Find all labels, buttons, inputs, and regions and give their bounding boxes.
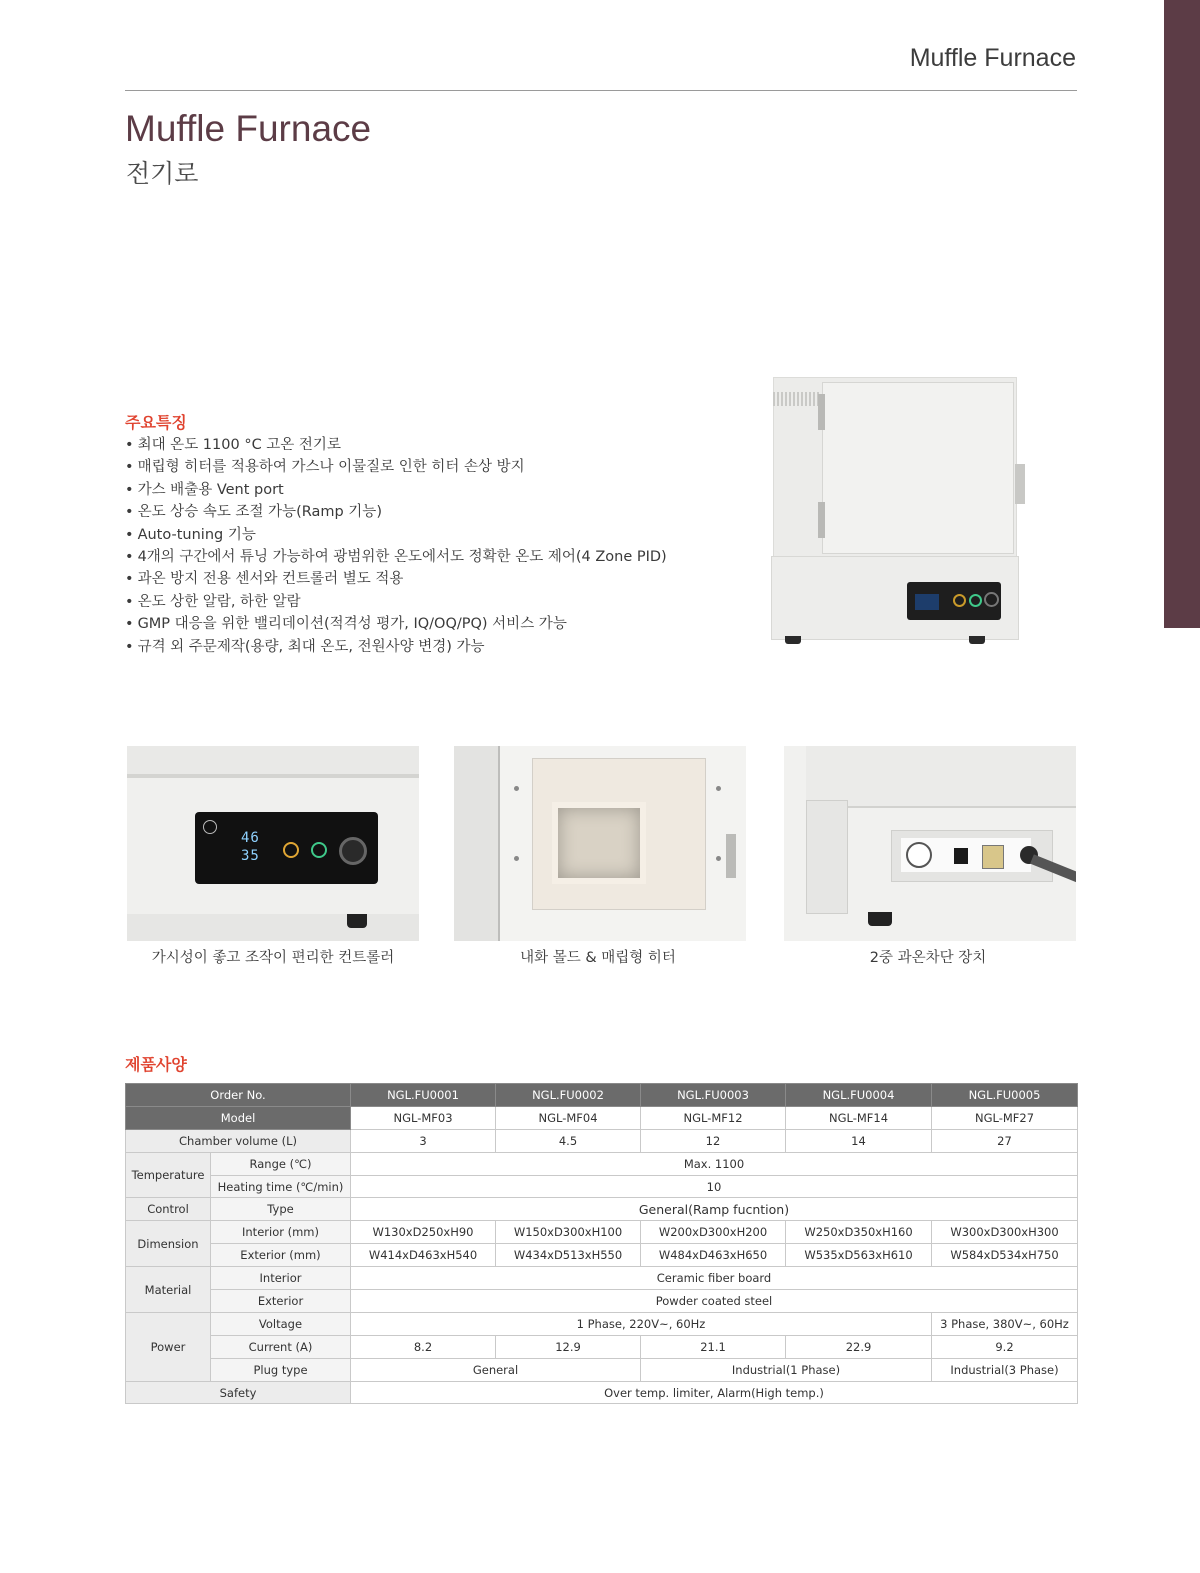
table-row (126, 1267, 1078, 1290)
features-title: 주요특징 (125, 413, 187, 432)
table-row (126, 1312, 1078, 1335)
furnace-vent (773, 392, 821, 406)
model-label: Model (126, 1106, 351, 1129)
voltage-value: 1 Phase, 220V~, 60Hz (351, 1312, 932, 1335)
display-bottom-value: 35 (241, 848, 260, 864)
material-exterior-label: Exterior (211, 1290, 351, 1313)
interior-dim-value: W150xD300xH100 (496, 1221, 641, 1244)
spec-title: 제품사양 (125, 1055, 187, 1074)
chamber-label: Chamber volume (L) (126, 1129, 351, 1152)
chamber-value: 4.5 (496, 1129, 641, 1152)
table-row (126, 1084, 1078, 1107)
foot (868, 912, 892, 926)
chamber-value: 3 (351, 1129, 496, 1152)
voltage-value: 3 Phase, 380V~, 60Hz (932, 1312, 1078, 1335)
model-value: NGL-MF27 (932, 1106, 1078, 1129)
heating-value: 10 (351, 1175, 1078, 1198)
interior-dim-value: W300xD300xH300 (932, 1221, 1078, 1244)
header-divider (125, 90, 1077, 91)
current-value: 9.2 (932, 1335, 1078, 1358)
photo-caption: 내화 몰드 & 매립형 히터 (520, 950, 676, 966)
knob-icon (953, 594, 966, 607)
interior-dim-label: Interior (mm) (211, 1221, 351, 1244)
table-row (126, 1335, 1078, 1358)
display-top-value: 46 (241, 830, 260, 846)
side-accent-bar (1164, 0, 1200, 628)
order-number: NGL.FU0005 (932, 1084, 1078, 1107)
dimension-label: Dimension (126, 1221, 211, 1267)
chamber-value: 12 (641, 1129, 786, 1152)
table-row (126, 1290, 1078, 1313)
exterior-dim-label: Exterior (mm) (211, 1244, 351, 1267)
feature-item: • Auto-tuning 기능 (125, 524, 667, 546)
order-number: NGL.FU0004 (786, 1084, 932, 1107)
button-icon (311, 842, 327, 858)
material-interior-label: Interior (211, 1267, 351, 1290)
current-value: 21.1 (641, 1335, 786, 1358)
current-value: 12.9 (496, 1335, 641, 1358)
dial-icon (984, 592, 999, 607)
hinge-icon (818, 394, 825, 430)
dial-icon (339, 837, 367, 865)
logo-icon (203, 820, 217, 834)
page-title: Muffle Furnace (125, 108, 372, 149)
plug-value: Industrial(3 Phase) (932, 1358, 1078, 1381)
switch-icon (954, 848, 968, 864)
order-number: NGL.FU0003 (641, 1084, 786, 1107)
exterior-dim-value: W535xD563xH610 (786, 1244, 932, 1267)
foot (347, 914, 367, 928)
plug-label: Plug type (211, 1358, 351, 1381)
table-row (126, 1381, 1078, 1404)
feature-item: • 온도 상한 알람, 하한 알람 (125, 591, 667, 613)
feature-item: • 매립형 히터를 적용하여 가스나 이물질로 인한 히터 손상 방지 (125, 456, 667, 478)
safety-label: Safety (126, 1381, 351, 1404)
feature-item: • 규격 외 주문제작(용량, 최대 온도, 전원사양 변경) 가능 (125, 636, 667, 658)
interior-dim-value: W130xD250xH90 (351, 1221, 496, 1244)
feature-item: • 가스 배출용 Vent port (125, 479, 667, 501)
order-label: Order No. (126, 1084, 351, 1107)
plug-value: General (351, 1358, 641, 1381)
photo-chamber (454, 746, 746, 941)
safety-value: Over temp. limiter, Alarm(High temp.) (351, 1381, 1078, 1404)
feature-item: • 온도 상승 속도 조절 가능(Ramp 기능) (125, 501, 667, 523)
page-subtitle: 전기로 (126, 159, 199, 188)
button-icon (283, 842, 299, 858)
voltage-label: Voltage (211, 1312, 351, 1335)
model-value: NGL-MF14 (786, 1106, 932, 1129)
furnace-door (822, 382, 1014, 554)
power-label: Power (126, 1312, 211, 1381)
interior-dim-value: W250xD350xH160 (786, 1221, 932, 1244)
product-image-furnace (765, 370, 1025, 660)
table-row (126, 1358, 1078, 1381)
feature-item: • 4개의 구간에서 튜닝 가능하여 광범위한 온도에서도 정확한 온도 제어(4 Zone PID) (125, 546, 667, 568)
type-label: Type (211, 1198, 351, 1221)
exterior-dim-value: W484xD463xH650 (641, 1244, 786, 1267)
foot (785, 636, 801, 644)
temperature-label: Temperature (126, 1152, 211, 1198)
interior-dim-value: W200xD300xH200 (641, 1221, 786, 1244)
photo-caption: 2중 과온차단 장치 (869, 950, 987, 966)
table-row (126, 1221, 1078, 1244)
fuse-icon (982, 845, 1004, 869)
control-display (915, 594, 939, 610)
open-door (454, 746, 500, 941)
current-label: Current (A) (211, 1335, 351, 1358)
order-number: NGL.FU0002 (496, 1084, 641, 1107)
chamber-value: 14 (786, 1129, 932, 1152)
model-value: NGL-MF12 (641, 1106, 786, 1129)
photo-overtemp-protection (784, 746, 1076, 941)
header-title: Muffle Furnace (909, 44, 1076, 72)
features-list (125, 434, 667, 658)
knob-icon (969, 594, 982, 607)
table-row (126, 1175, 1078, 1198)
feature-item: • 최대 온도 1100 °C 고온 전기로 (125, 434, 667, 456)
heating-label: Heating time (℃/min) (211, 1175, 351, 1198)
photo-caption: 가시성이 좋고 조작이 편리한 컨트롤러 (151, 950, 395, 966)
chamber-value: 27 (932, 1129, 1078, 1152)
range-value: Max. 1100 (351, 1152, 1078, 1175)
exterior-dim-value: W414xD463xH540 (351, 1244, 496, 1267)
exterior-dim-value: W584xD534xH750 (932, 1244, 1078, 1267)
material-label: Material (126, 1267, 211, 1313)
chamber-opening (552, 802, 646, 884)
photo-controller (127, 746, 419, 941)
feature-item: • 과온 방지 전용 센서와 컨트롤러 별도 적용 (125, 568, 667, 590)
table-row (126, 1106, 1078, 1129)
table-row (126, 1129, 1078, 1152)
feature-item: • GMP 대응을 위한 밸리데이션(적격성 평가, IQ/OQ/PQ) 서비스 가능 (125, 613, 667, 635)
material-exterior-value: Powder coated steel (351, 1290, 1078, 1313)
material-interior-value: Ceramic fiber board (351, 1267, 1078, 1290)
foot (969, 636, 985, 644)
type-value: General(Ramp fucntion) (351, 1198, 1078, 1221)
current-value: 22.9 (786, 1335, 932, 1358)
current-value: 8.2 (351, 1335, 496, 1358)
control-label: Control (126, 1198, 211, 1221)
order-number: NGL.FU0001 (351, 1084, 496, 1107)
table-row (126, 1152, 1078, 1175)
model-value: NGL-MF04 (496, 1106, 641, 1129)
limiter-dial-icon (906, 842, 932, 868)
table-row (126, 1198, 1078, 1221)
spec-table (125, 1083, 1078, 1404)
table-row (126, 1244, 1078, 1267)
hinge-icon (726, 834, 736, 878)
model-value: NGL-MF03 (351, 1106, 496, 1129)
hinge-icon (818, 502, 825, 538)
exterior-dim-value: W434xD513xH550 (496, 1244, 641, 1267)
door-latch (1015, 464, 1025, 504)
plug-value: Industrial(1 Phase) (641, 1358, 932, 1381)
range-label: Range (℃) (211, 1152, 351, 1175)
